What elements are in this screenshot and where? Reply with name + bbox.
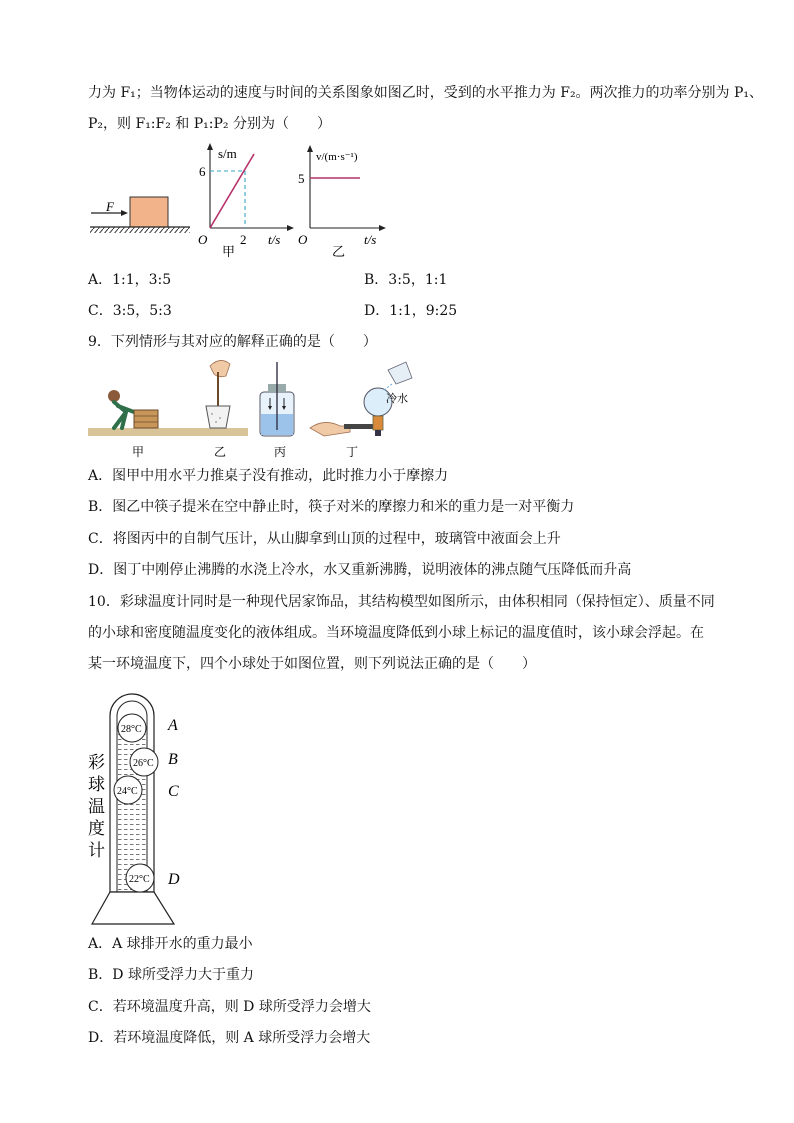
q10-ball-d-letter: D bbox=[168, 871, 180, 888]
q10-ball-a-letter: A bbox=[168, 717, 178, 734]
q9-option-d: D．图丁中刚停止沸腾的水浇上冷水，水又重新沸腾，说明液体的沸点随气压降低而升高 bbox=[88, 562, 632, 578]
q8-figure-block bbox=[88, 175, 193, 235]
q8-force-label: F bbox=[106, 199, 114, 214]
q10-ball-d-temp: 22°C bbox=[129, 874, 150, 885]
q8-stem-line2: P₂，则 F₁:F₂ 和 P₁:P₂ 分别为（ ） bbox=[88, 116, 331, 132]
q8-option-b: B．3:5，1:1 bbox=[364, 272, 448, 288]
q9-fig-bing bbox=[260, 362, 294, 436]
q8-caption-jia: 甲 bbox=[222, 244, 236, 259]
q8-option-c: C．3:5，5:3 bbox=[88, 303, 172, 319]
q9-option-b: B．图乙中筷子提米在空中静止时，筷子对米的摩擦力和米的重力是一对平衡力 bbox=[88, 499, 575, 515]
q8-force-arrowhead bbox=[121, 210, 128, 216]
q9-caption-bing: 丙 bbox=[274, 445, 287, 459]
q8-vt-ylabel: v/(m·s⁻¹) bbox=[316, 151, 358, 163]
q8-st-ylabel: s/m bbox=[218, 146, 237, 161]
q10-ball-b bbox=[130, 748, 158, 776]
q9-yi-floor bbox=[188, 428, 248, 436]
q10-title-char-2: 球 bbox=[88, 775, 105, 794]
q8-vt-y-arrow bbox=[307, 145, 313, 152]
q8-vt-xlabel: t/s bbox=[364, 232, 377, 247]
q9-option-c: C．将图丙中的自制气压计，从山脚拿到山顶的过程中，玻璃管中液面会上升 bbox=[88, 531, 561, 547]
q10-ball-c-temp: 24°C bbox=[117, 786, 138, 797]
q8-graph-st bbox=[196, 140, 296, 260]
q8-block bbox=[130, 197, 168, 227]
q10-base bbox=[92, 892, 174, 924]
q9-caption-yi: 乙 bbox=[214, 445, 227, 459]
q8-stem-line1: 力为 F₁；当物体运动的速度与时间的关系图象如图乙时，受到的水平推力为 F₂。两次推力的功率分别为 P₁、 bbox=[88, 85, 764, 101]
q8-st-origin: O bbox=[198, 232, 208, 247]
q8-vt-origin: O bbox=[298, 232, 308, 247]
q10-stem-line3: 某一环境温度下，四个小球处于如图位置，则下列说法正确的是（ ） bbox=[88, 656, 536, 672]
q9-ding-cup bbox=[388, 362, 412, 384]
q10-title-char-5: 计 bbox=[88, 841, 105, 860]
q9-ding-stopper bbox=[373, 416, 383, 430]
q10-title-char-3: 温 bbox=[88, 797, 105, 816]
q10-thermometer-figure bbox=[88, 682, 198, 928]
q9-yi-hand bbox=[210, 360, 230, 376]
q9-yi-cup bbox=[206, 406, 230, 428]
q9-fig-yi bbox=[188, 360, 248, 436]
q8-option-d: D．1:1，9:25 bbox=[364, 303, 458, 319]
q8-ground-hatch bbox=[90, 227, 190, 233]
q8-st-line bbox=[210, 154, 254, 228]
q9-figure bbox=[88, 356, 428, 460]
q10-ball-d bbox=[126, 864, 154, 892]
q9-caption-ding: 丁 bbox=[346, 445, 359, 459]
q9-fig-jia bbox=[88, 390, 188, 436]
q8-st-ytick: 6 bbox=[199, 164, 206, 179]
q8-st-xtick: 2 bbox=[240, 232, 247, 247]
q10-ball-c-letter: C bbox=[168, 783, 179, 800]
q8-st-xlabel: t/s bbox=[268, 232, 281, 247]
q10-stem-line1: 10．彩球温度计同时是一种现代居家饰品，其结构模型如图所示，由体积相同（保持恒定）、质量不同 bbox=[88, 594, 715, 610]
q8-option-a: A．1:1，3:5 bbox=[88, 272, 172, 288]
q8-vt-x-arrow bbox=[379, 225, 386, 231]
q9-jia-floor bbox=[88, 428, 188, 436]
q10-ball-b-temp: 26°C bbox=[133, 758, 154, 769]
q9-fig-ding bbox=[310, 362, 412, 436]
q8-st-y-arrow bbox=[207, 143, 213, 150]
q8-caption-yi: 乙 bbox=[332, 244, 346, 259]
q10-title-char-4: 度 bbox=[88, 819, 105, 838]
q9-caption-jia: 甲 bbox=[132, 445, 145, 459]
q10-option-d: D．若环境温度降低，则 A 球所受浮力会增大 bbox=[88, 1030, 371, 1046]
q10-ball-a-temp: 28°C bbox=[121, 724, 142, 735]
q8-graph-vt bbox=[296, 140, 396, 260]
q10-option-c: C．若环境温度升高，则 D 球所受浮力会增大 bbox=[88, 999, 371, 1015]
q9-option-a: A．图甲中用水平力推桌子没有推动，此时推力小于摩擦力 bbox=[88, 468, 449, 484]
q10-option-a: A．A 球排开水的重力最小 bbox=[88, 936, 253, 952]
q10-ball-b-letter: B bbox=[168, 751, 178, 768]
q8-st-x-arrow bbox=[287, 225, 294, 231]
q10-stem-line2: 的小球和密度随温度变化的液体组成。当环境温度降低到小球上标记的温度值时，该小球会浮起。在 bbox=[88, 625, 704, 641]
q10-option-b: B．D 球所受浮力大于重力 bbox=[88, 967, 254, 983]
q9-jia-person bbox=[114, 402, 134, 428]
q10-ball-c bbox=[114, 776, 142, 804]
q10-ball-a bbox=[118, 714, 146, 742]
q9-cold-water-label: 冷水 bbox=[386, 393, 408, 405]
q9-stem: 9．下列情形与其对应的解释正确的是（ ） bbox=[88, 334, 377, 350]
q9-jia-table bbox=[134, 410, 158, 428]
q8-vt-ytick: 5 bbox=[298, 171, 305, 186]
q9-ding-holder bbox=[344, 424, 374, 429]
q10-title-char-1: 彩 bbox=[88, 753, 105, 772]
